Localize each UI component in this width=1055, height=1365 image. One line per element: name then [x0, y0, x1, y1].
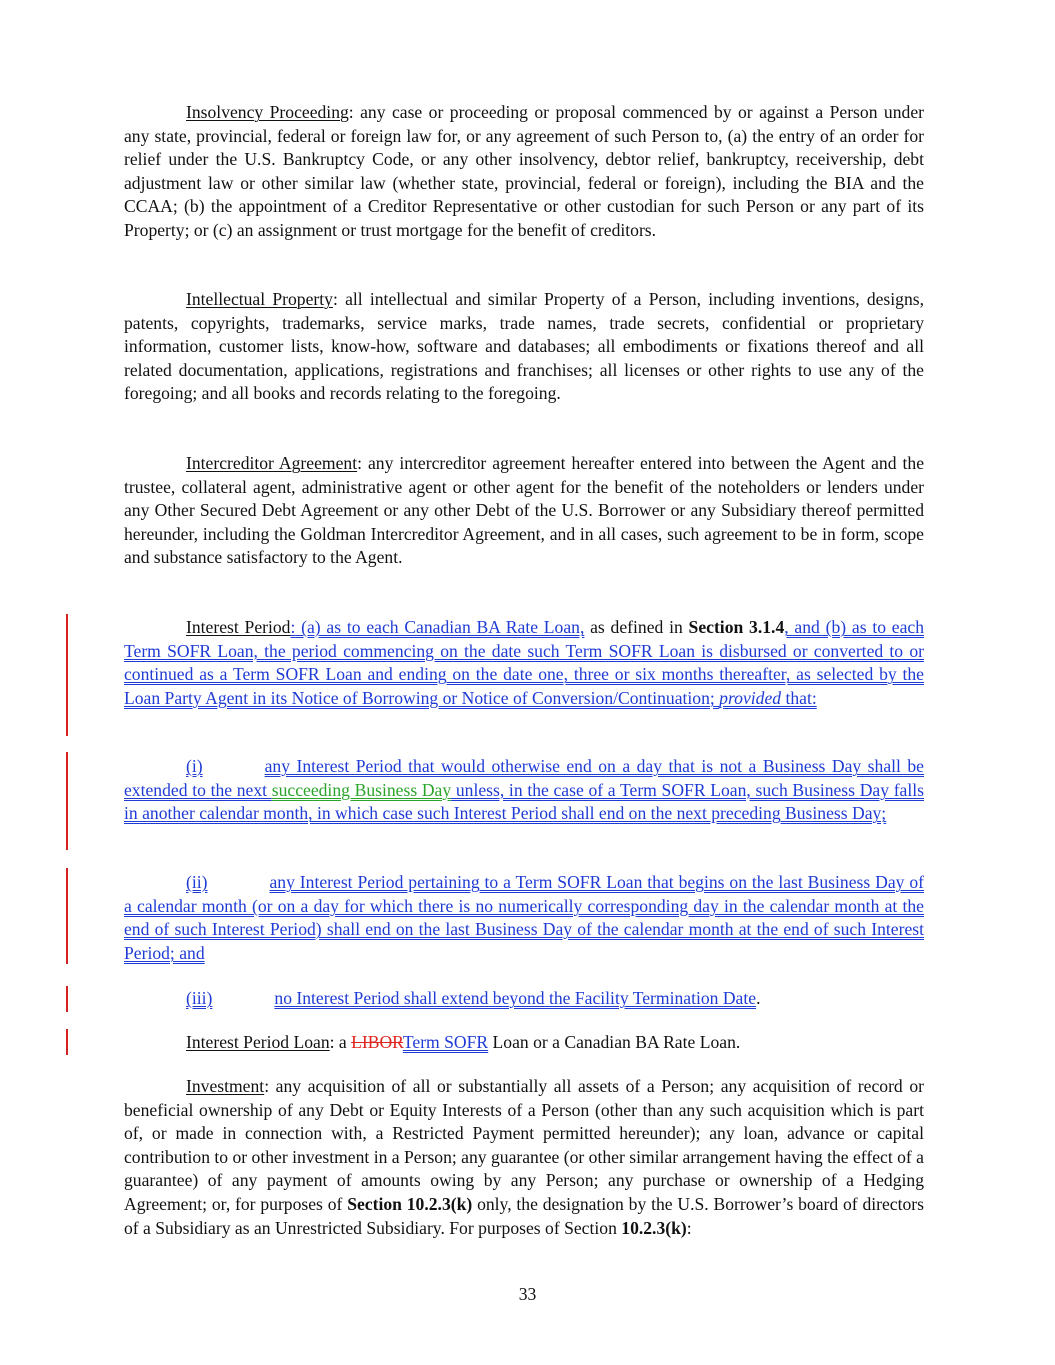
defined-term: Intellectual Property: [186, 289, 333, 309]
definition-body: : any intercreditor agreement hereafter entered into between the Agent and the trustee, collateral agent, administrative agent or other agent for the benefit of the noteholders or lenders under any Other Secured Debt Agreement or any other Debt of the U.S. Borrower or any Subsidiary thereof permitted hereunder, including the Goldman Intercreditor Agreement, and in all cases, such agreement to be in form, scope and substance satisfactory to the Agent.: [124, 453, 924, 568]
definition-intercreditor-agreement: [124, 452, 924, 570]
inserted-text: any Interest Period pertaining to a Term SOFR Loan that begins on the last Business Day of a calendar month (or on a day for which there is no numerically corresponding day in the calendar month at the end of such Interest Period) shall end on the last Business Day of the calendar month at the end of such Interest Period; and: [124, 872, 924, 963]
definition-investment: [124, 1075, 924, 1240]
section-reference: Section 10.2.3(k): [347, 1193, 473, 1214]
inserted-text: Term SOFR: [402, 1032, 489, 1052]
inserted-text: (a) as to each Canadian BA Rate Loan,: [295, 617, 585, 637]
clause-number: (iii): [186, 988, 213, 1008]
definition-insolvency-proceeding: [124, 101, 924, 243]
definition-body: : any case or proceeding or proposal commenced by or against a Person under any state, provincial, federal or foreign law for, or any agreement of such Person to, (a) the entry of an order for relief under the U.S. Bankruptcy Code, or any other insolvency, debtor relief, bankruptcy, receivership, debt adjustment law or other similar law (whether state, provincial, federal or foreign), including the BIA and the CCAA; (b) the appointment of a Creditor Representative or other custodian for such Person or any part of its Property; or (c) an assignment or trust mortgage for the benefit of creditors.: [124, 102, 924, 240]
defined-term: Insolvency Proceeding: [186, 102, 349, 122]
change-bar: [66, 752, 68, 850]
defined-term: Interest Period Loan: [186, 1032, 330, 1052]
change-bar: [66, 1029, 68, 1055]
section-reference: 10.2.3(k): [621, 1217, 687, 1238]
inserted-text: any Interest Period that would otherwise end on a day that is not a Business Day shall be extended to the next: [124, 756, 924, 800]
definition-intellectual-property: [124, 288, 924, 406]
section-reference: Section 3.1.4: [688, 617, 785, 637]
inserted-text: no Interest Period shall extend beyond the Facility Termination Date: [274, 988, 757, 1008]
clause-number: (ii): [186, 872, 208, 892]
change-bar: [66, 986, 68, 1012]
page-number: 33: [518, 1284, 537, 1304]
clause-iii: [124, 987, 924, 1011]
definition-text: Loan or a Canadian BA Rate Loan.: [488, 1032, 741, 1052]
definition-text: as defined in: [584, 617, 689, 637]
definition-interest-period: [124, 616, 924, 710]
definition-body: :: [686, 1217, 692, 1238]
definition-body: only, the designation by the U.S. Borrower’s board of directors of a Subsidiary as an Unrestricted Subsidiary. For purposes of Section: [124, 1193, 925, 1238]
clause-number: (i): [186, 756, 203, 776]
definition-body: : any acquisition of all or substantially all assets of a Person; any acquisition of record or beneficial ownership of any Debt or Equity Interests of a Person (other than any such acquisition which is part of, or made in connection with, a Restricted Payment permitted hereunder); any loan, advance or capital contribution to or other investment in a Person; any guarantee (or other similar arrangement having the effect of a guarantee) of any payment of amounts owing by any Person; any purchase or ownership of a Hedging Agreement; or, for purposes of: [124, 1076, 924, 1214]
clause-i: [124, 755, 924, 826]
defined-term: Intercreditor Agreement: [186, 453, 358, 473]
deleted-text: LIBOR: [351, 1032, 403, 1052]
change-bar: [66, 614, 68, 736]
inserted-text-italic: provided: [719, 687, 782, 708]
inserted-text: that:: [781, 687, 817, 708]
clause-ii: [124, 871, 924, 965]
definition-body: : all intellectual and similar Property of a Person, including inventions, designs, patents, copyrights, trademarks, service marks, trade names, trade secrets, confidential or proprietary information, customer lists, know-how, software and databases; all embodiments or fixations thereof and all related documentation, applications, registrations and franchises; all licenses or other rights to use any of the foregoing; and all books and records relating to the foregoing.: [124, 289, 925, 404]
definition-text: .: [756, 988, 761, 1008]
inserted-text: unless, in the case of a Term SOFR Loan, such Business Day falls in another calendar month, in which case such Interest Period shall end on the next preceding Business Day;: [124, 779, 924, 824]
definition-text: : a: [329, 1032, 352, 1052]
inserted-text: :: [290, 617, 296, 637]
defined-term: Interest Period: [186, 617, 291, 637]
change-bar: [66, 868, 68, 964]
definition-interest-period-loan: [124, 1031, 924, 1055]
defined-term: Investment: [186, 1076, 265, 1096]
inserted-text: , and (b) as to each Term SOFR Loan, the period commencing on the date such Term SOFR Loan is disbursed or converted to or continued as a Term SOFR Loan and ending on the date one, three or six months thereafter, as selected by the Loan Party Agent in its Notice of Borrowing or Notice of Conversion/Continuation;: [124, 617, 924, 708]
moved-text: succeeding Business Day: [271, 779, 452, 800]
